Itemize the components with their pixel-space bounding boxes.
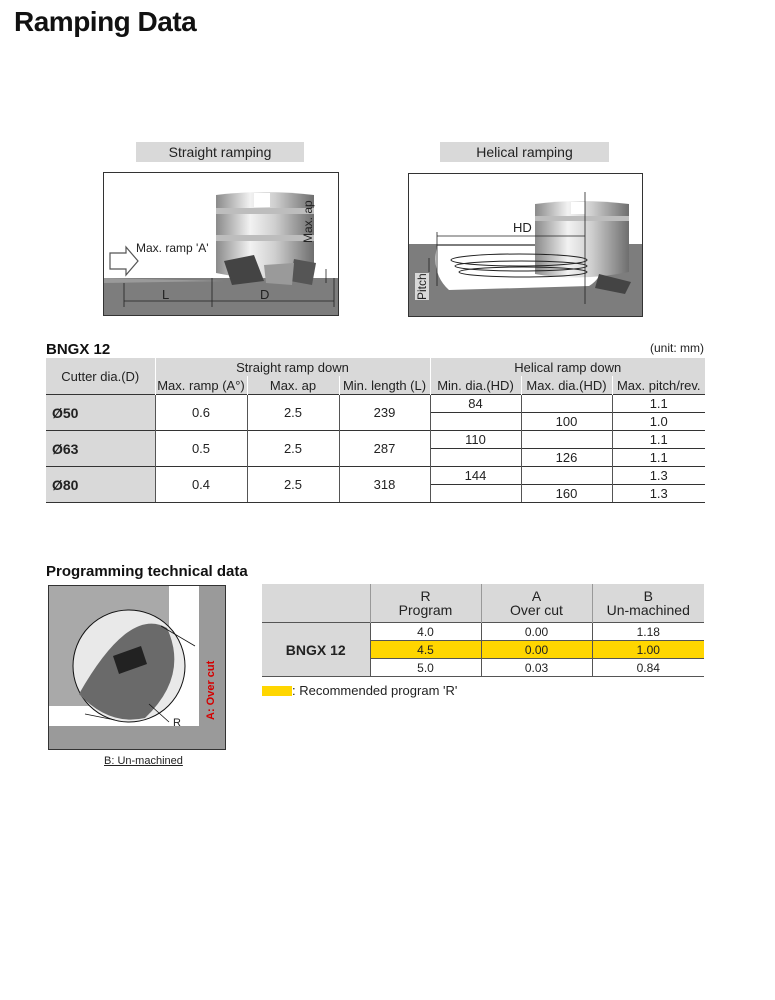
ramping-data-table [46,358,705,503]
max-ap-header: Max. ap [247,376,339,395]
cutter-dia-header: Cutter dia.(D) [46,358,155,395]
program-r-cell: 5.0 [370,659,481,677]
min-dia-cell-empty [430,449,521,467]
unit-note: (unit: mm) [650,341,704,355]
unmachined-cell: 1.18 [592,623,704,641]
straight-ramp-header: Straight ramp down [155,358,430,376]
programming-title: Programming technical data [46,563,248,580]
legend [262,682,457,700]
programming-diagram [48,585,226,750]
min-length-cell: 318 [339,467,430,503]
program-r-cell: 4.0 [370,623,481,641]
min-length-cell: 239 [339,395,430,431]
max-dia-header: Max. dia.(HD) [521,376,612,395]
max-dia-cell-empty [521,467,612,485]
helical-ramping-caption: Helical ramping [440,142,609,162]
max-dia-cell: 160 [521,485,612,503]
max-ap-cell: 2.5 [247,431,339,467]
max-ap-cell: 2.5 [247,395,339,431]
over-cut-label: A: Over cut [205,660,217,720]
min-length-cell: 287 [339,431,430,467]
helical-ramp-header: Helical ramp down [430,358,705,376]
min-dia-cell: 144 [430,467,521,485]
unmachined-header: B Un-machined [592,584,704,623]
max-pitch-cell: 1.0 [612,413,705,431]
helical-ramping-diagram [408,173,643,317]
legend-swatch [262,686,292,696]
over-cut-cell: 0.03 [481,659,592,677]
helical-diameter-label: HD [513,220,532,235]
min-dia-header: Min. dia.(HD) [430,376,521,395]
unmachined-label: B: Un-machined [104,755,183,767]
min-dia-cell: 110 [430,431,521,449]
max-pitch-cell: 1.1 [612,449,705,467]
legend-text: : Recommended program 'R' [292,683,458,698]
max-pitch-header: Max. pitch/rev. [612,376,705,395]
max-ramp-cell: 0.6 [155,395,247,431]
over-cut-header: A Over cut [481,584,592,623]
r-program-header: R Program [370,584,481,623]
insert-label: BNGX 12 [262,623,370,677]
max-ap-cell: 2.5 [247,467,339,503]
min-dia-cell-empty [430,485,521,503]
corner-header [262,584,370,623]
cutter-dia-cell: Ø80 [46,467,155,503]
unmachined-cell: 0.84 [592,659,704,677]
page-title: Ramping Data [14,6,197,37]
straight-ramping-caption: Straight ramping [136,142,304,162]
ramp-table-title: BNGX 12 [46,341,111,358]
max-ap-label: Max. ap [301,200,315,243]
program-r-cell-recommended: 4.5 [370,641,481,659]
max-dia-cell: 126 [521,449,612,467]
length-l-label: L [162,287,170,302]
max-ramp-cell: 0.4 [155,467,247,503]
min-dia-cell-empty [430,413,521,431]
straight-ramping-diagram [103,172,339,316]
cutter-dia-cell: Ø50 [46,395,155,431]
max-pitch-cell: 1.3 [612,485,705,503]
programming-table [262,584,704,677]
cutter-dia-cell: Ø63 [46,431,155,467]
over-cut-cell: 0.00 [481,623,592,641]
max-dia-cell-empty [521,431,612,449]
unmachined-cell-recommended: 1.00 [592,641,704,659]
min-dia-cell: 84 [430,395,521,413]
r-label: R [173,717,181,729]
max-dia-cell: 100 [521,413,612,431]
max-pitch-cell: 1.3 [612,467,705,485]
pitch-label: Pitch [415,273,429,300]
max-pitch-cell: 1.1 [612,431,705,449]
min-length-header: Min. length (L) [339,376,430,395]
max-pitch-cell: 1.1 [612,395,705,413]
over-cut-cell-recommended: 0.00 [481,641,592,659]
diameter-d-label: D [260,287,270,302]
max-ramp-cell: 0.5 [155,431,247,467]
max-ramp-header: Max. ramp (A°) [155,376,247,395]
max-dia-cell-empty [521,395,612,413]
max-ramp-label: Max. ramp 'A' [136,241,209,255]
